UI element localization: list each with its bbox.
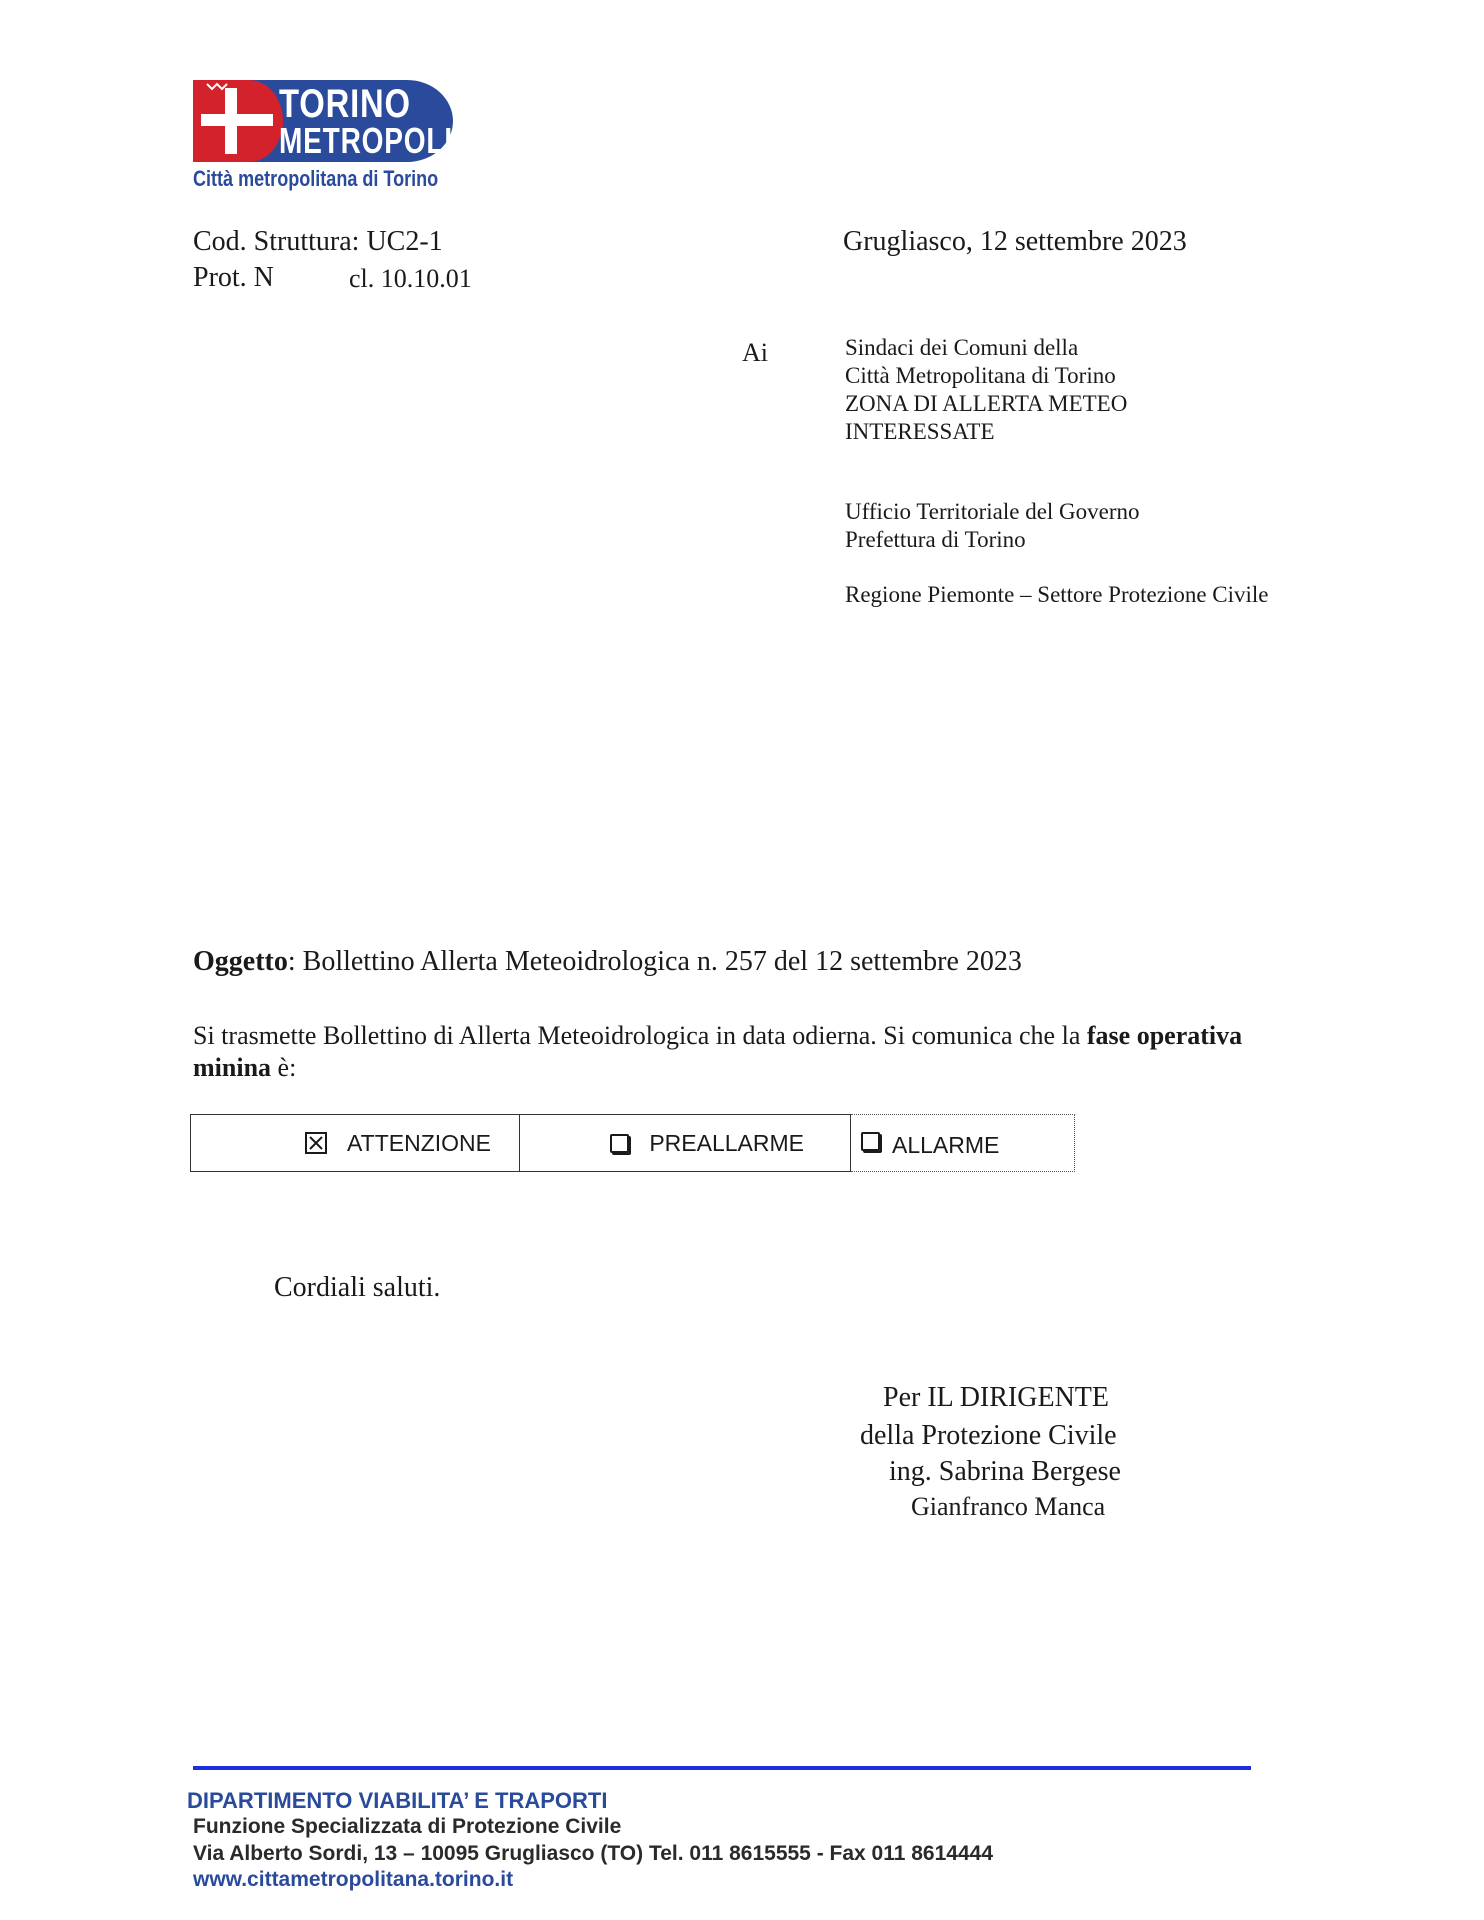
- unchecked-box-icon[interactable]: [861, 1132, 880, 1151]
- intro-text: Si trasmette Bollettino di Allerta Meteoidrologica in data odierna. Si comunica che la: [193, 1021, 1087, 1050]
- recipients-group-1: [845, 334, 1127, 446]
- phase-label: PREALLARME: [649, 1129, 804, 1156]
- signature-line-2: della Protezione Civile: [860, 1420, 1117, 1451]
- phase-label: ALLARME: [892, 1131, 1000, 1158]
- phase-cell-preallarme: [520, 1114, 851, 1172]
- recipient-line: Sindaci dei Comuni della: [845, 335, 1079, 360]
- subject-label: Oggetto: [193, 946, 288, 977]
- place-date: Grugliasco, 12 settembre 2023: [843, 226, 1187, 257]
- phase-cell-attenzione: [190, 1114, 520, 1172]
- recipient-line: Città Metropolitana di Torino: [845, 363, 1116, 388]
- footer-website-link[interactable]: www.cittametropolitana.torino.it: [193, 1868, 514, 1891]
- footer-address: Via Alberto Sordi, 13 – 10095 Grugliasco (TO) Tel. 011 8615555 - Fax 011 8614444: [193, 1842, 994, 1865]
- cod-struttura: Cod. Struttura: UC2-1: [193, 226, 443, 257]
- recipient-line: ZONA DI ALLERTA METEO: [845, 391, 1128, 416]
- prot-class: cl. 10.10.01: [349, 264, 472, 293]
- intro-end: è:: [271, 1053, 297, 1082]
- checked-box-icon[interactable]: [305, 1132, 327, 1154]
- intro-bold-2: minina: [193, 1053, 272, 1082]
- recipient-line: Prefettura di Torino: [845, 527, 1026, 552]
- phase-label: ATTENZIONE: [347, 1129, 491, 1156]
- subject-line: [193, 946, 1022, 978]
- torino-metropoli-logo: [193, 80, 453, 192]
- logo-text-metropoli: METROPOLI: [279, 120, 453, 161]
- intro-bold: fase operativa: [1086, 1021, 1243, 1050]
- logo-text-torino: TORINO: [279, 82, 411, 126]
- footer-function: Funzione Specializzata di Protezione Civile: [193, 1815, 622, 1838]
- subject-text: : Bollettino Allerta Meteoidrologica n. 257 del 12 settembre 2023: [287, 946, 1022, 977]
- phase-cell-allarme: [851, 1114, 1075, 1172]
- phase-table: [190, 1114, 1075, 1172]
- logo-subtitle: Città metropolitana di Torino: [193, 166, 439, 191]
- signer-name: Gianfranco Manca: [911, 1492, 1106, 1521]
- recipients-group-2: [845, 498, 1140, 554]
- footer-department: DIPARTIMENTO VIABILITA’ E TRAPORTI: [187, 1788, 608, 1813]
- recipient-line: INTERESSATE: [845, 419, 995, 444]
- recipient-line: Ufficio Territoriale del Governo: [845, 499, 1140, 524]
- signature-line-3: ing. Sabrina Bergese: [889, 1456, 1121, 1487]
- closing-text: Cordiali saluti.: [274, 1272, 441, 1303]
- recipient-line: Regione Piemonte – Settore Protezione Civile: [845, 582, 1269, 607]
- footer-divider: [193, 1766, 1251, 1770]
- signature-line-1: Per IL DIRIGENTE: [883, 1382, 1110, 1413]
- recipients-prefix: Ai: [742, 338, 768, 367]
- intro-paragraph: [193, 1020, 1311, 1084]
- unchecked-box-icon[interactable]: [610, 1134, 629, 1153]
- recipients-group-3: [845, 581, 1269, 609]
- prot-label: Prot. N: [193, 262, 274, 293]
